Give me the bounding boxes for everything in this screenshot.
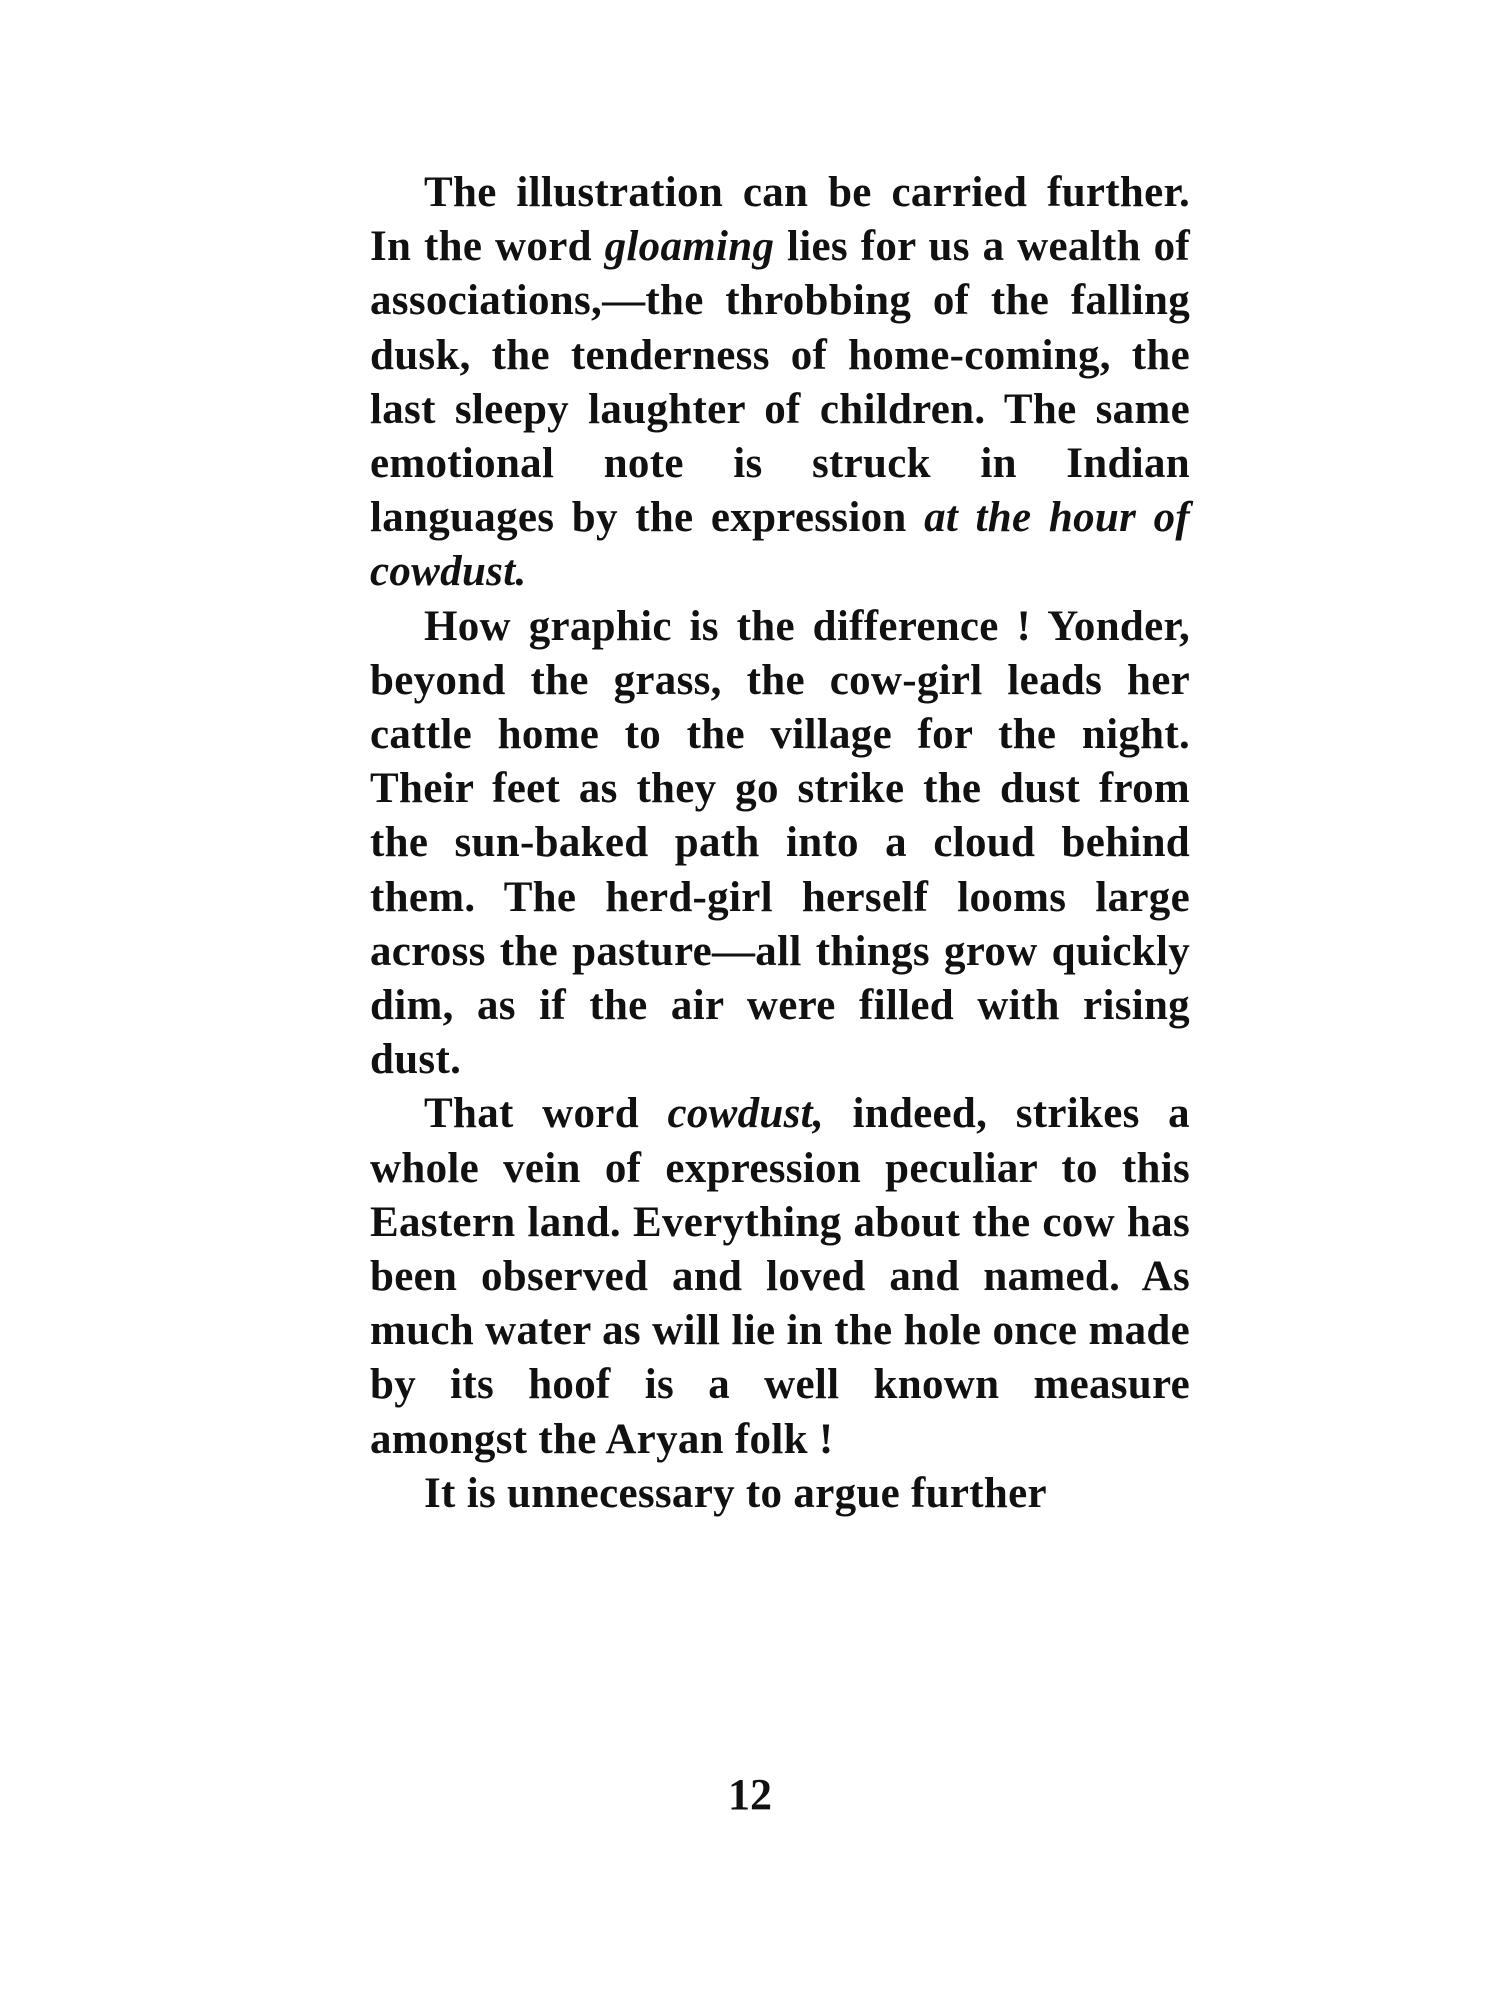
page-number: 12 <box>728 1770 772 1819</box>
paragraph-4: It is unnecessary to argue further <box>424 1469 1047 1517</box>
paragraph-1-text-a: The illustration can be carried further. In the word <box>370 169 1190 271</box>
paragraph-3-text-a: That word <box>424 1090 668 1138</box>
paragraph-1 <box>370 166 1190 600</box>
body-text <box>370 166 1190 1521</box>
italic-cowdust-expression: at the hour of cowdust. <box>370 494 1190 596</box>
paragraph-3 <box>370 1087 1190 1466</box>
italic-cowdust: cowdust, <box>667 1090 824 1138</box>
paragraph-2: How graphic is the difference ! Yonder, beyond the grass, the cow-girl leads her cattle home to the village for the night. Their feet as they go strike the dust from the sun-baked path into a cloud behind them. The herd-girl herself looms large across the pasture—all things grow quickly dim, as if the air were filled with rising dust. <box>370 602 1190 1084</box>
paragraph-3-text-b: indeed, strikes a whole vein of expression peculiar to this Eastern land. Everything about the cow has been observed and loved and named. As much water as will lie in the hole once made by its hoof is a well known measure amongst the Aryan folk ! <box>370 1090 1190 1463</box>
italic-gloaming: gloaming <box>604 223 775 271</box>
paragraph-1-text-b: lies for us a wealth of associations,—the throbbing of the falling dusk, the tenderness of home-coming, the last sleepy laughter of children. The same emotional note is struck in Indian languages by the expression <box>370 223 1191 542</box>
